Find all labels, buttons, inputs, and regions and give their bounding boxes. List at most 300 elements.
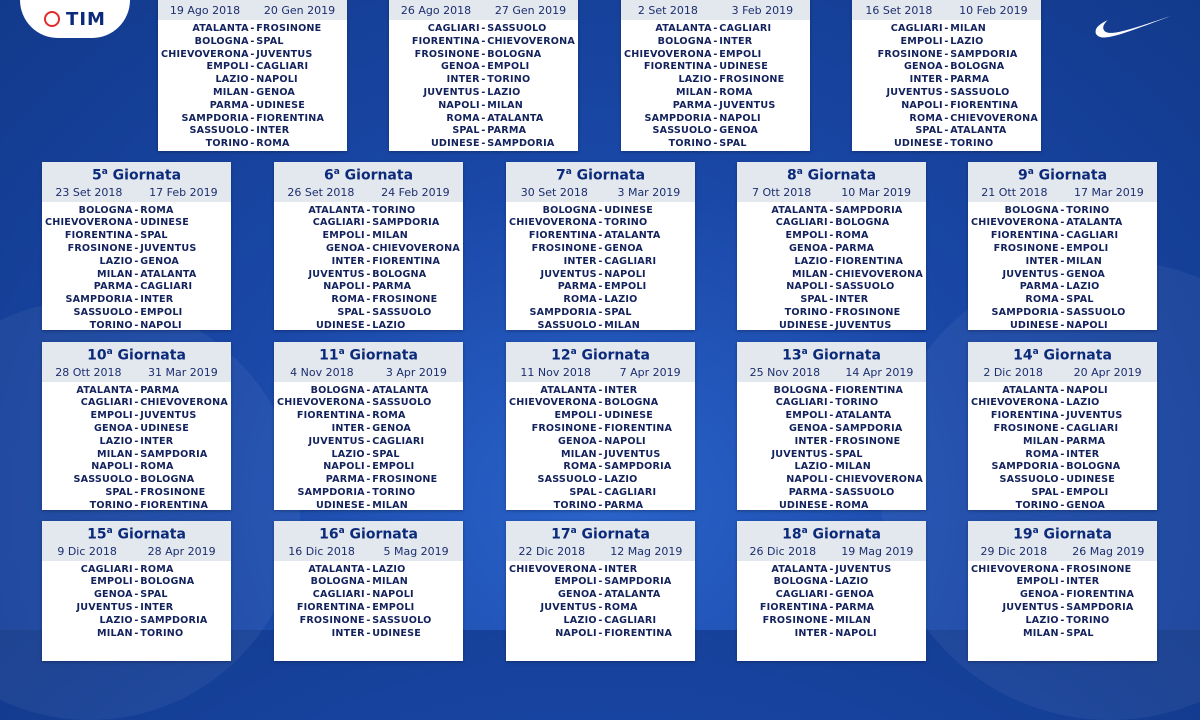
- match-separator: -: [598, 204, 603, 216]
- match-separator: -: [598, 410, 603, 422]
- home-team: ATALANTA: [76, 384, 133, 396]
- round-header: [274, 162, 463, 202]
- home-team: GENOA: [557, 589, 597, 601]
- andata-date: 23 Set 2018: [55, 185, 123, 199]
- match-separator: -: [713, 61, 718, 73]
- away-team: CAGLIARI: [719, 23, 772, 34]
- match-row: [968, 230, 1157, 243]
- away-team: TORINO: [1066, 204, 1110, 216]
- match-separator: -: [134, 487, 139, 499]
- match-row: [737, 449, 926, 462]
- match-separator: -: [598, 589, 603, 601]
- round-label: Giornata: [807, 347, 881, 364]
- round-dates: [737, 365, 926, 382]
- round-title: [968, 162, 1157, 185]
- match-separator: -: [134, 614, 139, 626]
- away-team: CAGLIARI: [1066, 423, 1119, 435]
- ritorno-date: 20 Apr 2019: [1073, 365, 1142, 379]
- away-team: CAGLIARI: [604, 255, 657, 267]
- home-team: ATALANTA: [192, 23, 249, 34]
- match-row: [158, 138, 347, 151]
- nike-swoosh-icon: [1094, 12, 1172, 42]
- home-team: TORINO: [553, 499, 597, 511]
- match-separator: -: [250, 35, 255, 47]
- round-header: [737, 162, 926, 202]
- away-team: BOLOGNA: [140, 576, 195, 588]
- home-team: CHIEVOVERONA: [970, 217, 1059, 229]
- home-team: GENOA: [557, 435, 597, 447]
- round-number: 19: [1013, 526, 1033, 543]
- home-team: BOLOGNA: [310, 576, 365, 588]
- match-row: [506, 602, 695, 615]
- match-separator: -: [366, 384, 371, 396]
- home-team: SASSUOLO: [537, 474, 597, 486]
- home-team: NAPOLI: [438, 99, 480, 111]
- match-row: [852, 36, 1041, 49]
- round-card: [42, 162, 231, 330]
- home-team: MILAN: [676, 86, 712, 98]
- match-separator: -: [1060, 397, 1065, 409]
- home-team: JUVENTUS: [1002, 602, 1059, 614]
- match-separator: -: [250, 74, 255, 86]
- match-row: [42, 576, 231, 589]
- match-row: [737, 615, 926, 628]
- match-separator: -: [1060, 499, 1065, 511]
- away-team: NAPOLI: [1066, 384, 1108, 396]
- match-row: [274, 436, 463, 449]
- match-row: [737, 564, 926, 577]
- away-team: CAGLIARI: [140, 281, 193, 293]
- home-team: LAZIO: [99, 614, 133, 626]
- round-card: [852, 0, 1041, 151]
- match-separator: -: [829, 243, 834, 255]
- away-team: SASSUOLO: [1066, 307, 1126, 319]
- home-team: UDINESE: [1009, 319, 1059, 331]
- away-team: FIORENTINA: [604, 423, 673, 435]
- home-team: LAZIO: [99, 255, 133, 267]
- home-team: FIORENTINA: [296, 410, 365, 422]
- match-row: [737, 320, 926, 333]
- away-team: BOLOGNA: [372, 268, 427, 280]
- match-separator: -: [829, 499, 834, 511]
- home-team: LAZIO: [563, 614, 597, 626]
- away-team: CHIEVOVERONA: [372, 243, 460, 255]
- match-separator: -: [829, 423, 834, 435]
- home-team: LAZIO: [1025, 614, 1059, 626]
- match-separator: -: [481, 138, 486, 150]
- match-list: [506, 202, 695, 333]
- away-team: EMPOLI: [372, 461, 415, 473]
- away-team: UDINESE: [140, 217, 190, 229]
- match-row: [42, 269, 231, 282]
- andata-date: 11 Nov 2018: [520, 365, 591, 379]
- match-separator: -: [598, 423, 603, 435]
- match-separator: -: [366, 576, 371, 588]
- home-team: NAPOLI: [323, 281, 365, 293]
- match-row: [621, 49, 810, 62]
- home-team: INTER: [331, 255, 365, 267]
- match-separator: -: [713, 138, 718, 150]
- home-team: BOLOGNA: [773, 576, 828, 588]
- tim-mark-icon: [44, 11, 60, 27]
- match-list: [42, 561, 231, 641]
- home-team: FROSINONE: [993, 243, 1059, 255]
- match-separator: -: [481, 23, 486, 34]
- match-row: [274, 294, 463, 307]
- away-team: ROMA: [140, 461, 174, 473]
- match-row: [737, 281, 926, 294]
- match-row: [274, 281, 463, 294]
- away-team: NAPOLI: [140, 319, 182, 331]
- match-row: [274, 487, 463, 500]
- home-team: MILAN: [1023, 627, 1059, 639]
- away-team: INTER: [140, 602, 174, 614]
- match-separator: -: [713, 125, 718, 137]
- match-separator: -: [598, 384, 603, 396]
- round-title: [737, 521, 926, 544]
- home-team: MILAN: [792, 268, 828, 280]
- match-row: [42, 500, 231, 513]
- match-row: [737, 397, 926, 410]
- home-team: JUVENTUS: [308, 268, 365, 280]
- match-separator: -: [1060, 204, 1065, 216]
- home-team: NAPOLI: [91, 461, 133, 473]
- round-number: 9: [1017, 167, 1028, 184]
- round-header: [737, 521, 926, 561]
- match-row: [158, 125, 347, 138]
- match-row: [852, 49, 1041, 62]
- home-team: ATALANTA: [771, 563, 828, 575]
- away-team: MILAN: [372, 499, 408, 511]
- round-header: [274, 342, 463, 382]
- away-team: UDINESE: [1066, 474, 1116, 486]
- match-separator: -: [366, 243, 371, 255]
- match-list: [158, 20, 347, 151]
- match-separator: -: [1060, 281, 1065, 293]
- match-row: [737, 602, 926, 615]
- match-row: [621, 138, 810, 151]
- round-label: Giornata: [1038, 347, 1112, 364]
- away-team: ROMA: [604, 602, 638, 614]
- round-number: 12: [551, 347, 571, 364]
- home-team: CAGLIARI: [775, 397, 828, 409]
- away-team: ATALANTA: [372, 384, 429, 396]
- round-dates: [42, 544, 231, 561]
- home-team: MILAN: [97, 627, 133, 639]
- match-separator: -: [481, 125, 486, 137]
- ritorno-date: 3 Apr 2019: [385, 365, 447, 379]
- away-team: TORINO: [140, 627, 184, 639]
- away-team: PARMA: [487, 125, 527, 137]
- away-team: FIORENTINA: [140, 499, 209, 511]
- match-row: [158, 113, 347, 126]
- home-team: FIORENTINA: [296, 602, 365, 614]
- round-card: [737, 521, 926, 661]
- home-team: SASSUOLO: [73, 307, 133, 319]
- away-team: PARMA: [1066, 435, 1106, 447]
- round-card: [506, 162, 695, 330]
- round-label: Giornata: [802, 167, 877, 184]
- home-team: GENOA: [903, 61, 943, 73]
- match-separator: -: [598, 448, 603, 460]
- match-row: [968, 243, 1157, 256]
- match-separator: -: [829, 281, 834, 293]
- match-row: [506, 589, 695, 602]
- away-team: INTER: [604, 563, 638, 575]
- home-team: LAZIO: [678, 74, 712, 86]
- match-separator: -: [1060, 307, 1065, 319]
- away-team: SAMPDORIA: [604, 576, 672, 588]
- match-row: [42, 217, 231, 230]
- round-title: [274, 521, 463, 544]
- match-row: [274, 602, 463, 615]
- match-row: [852, 74, 1041, 87]
- match-list: [506, 382, 695, 513]
- match-row: [42, 564, 231, 577]
- home-team: CHIEVOVERONA: [508, 217, 597, 229]
- home-team: CHIEVOVERONA: [508, 563, 597, 575]
- away-team: JUVENTUS: [140, 243, 197, 255]
- round-card: [274, 162, 463, 330]
- away-team: LAZIO: [604, 474, 638, 486]
- away-team: UDINESE: [140, 423, 190, 435]
- match-row: [852, 87, 1041, 100]
- match-separator: -: [598, 576, 603, 588]
- match-separator: -: [366, 397, 371, 409]
- away-team: SASSUOLO: [835, 281, 895, 293]
- match-separator: -: [829, 474, 834, 486]
- away-team: PARMA: [604, 499, 644, 511]
- match-row: [737, 385, 926, 398]
- match-list: [737, 202, 926, 333]
- match-separator: -: [481, 35, 486, 47]
- match-separator: -: [829, 576, 834, 588]
- match-row: [42, 256, 231, 269]
- match-separator: -: [250, 99, 255, 111]
- match-row: [274, 423, 463, 436]
- match-separator: -: [1060, 410, 1065, 422]
- match-separator: -: [829, 602, 834, 614]
- round-number: 15: [87, 526, 107, 543]
- match-row: [621, 125, 810, 138]
- home-team: LAZIO: [331, 448, 365, 460]
- away-team: SPAL: [256, 35, 284, 47]
- match-separator: -: [598, 461, 603, 473]
- match-row: [389, 100, 578, 113]
- home-team: EMPOLI: [1016, 576, 1059, 588]
- home-team: NAPOLI: [555, 627, 597, 639]
- home-team: ATALANTA: [1002, 384, 1059, 396]
- away-team: LAZIO: [372, 563, 406, 575]
- match-row: [42, 461, 231, 474]
- match-separator: -: [250, 23, 255, 34]
- match-row: [737, 217, 926, 230]
- match-row: [274, 449, 463, 462]
- away-team: SPAL: [140, 589, 168, 601]
- away-team: INTER: [140, 294, 174, 306]
- match-separator: -: [829, 410, 834, 422]
- home-team: EMPOLI: [785, 410, 828, 422]
- home-team: JUVENTUS: [76, 602, 133, 614]
- match-row: [42, 589, 231, 602]
- round-title: [968, 342, 1157, 365]
- match-separator: -: [598, 268, 603, 280]
- match-list: [274, 382, 463, 513]
- away-team: GENOA: [835, 589, 875, 601]
- home-team: SAMPDORIA: [65, 294, 133, 306]
- match-separator: -: [134, 589, 139, 601]
- away-team: UDINESE: [604, 204, 654, 216]
- match-row: [274, 205, 463, 218]
- match-separator: -: [366, 268, 371, 280]
- match-row: [968, 205, 1157, 218]
- match-separator: -: [1060, 268, 1065, 280]
- match-row: [737, 410, 926, 423]
- away-team: TORINO: [487, 74, 531, 86]
- home-team: SAMPDORIA: [991, 307, 1059, 319]
- away-team: ROMA: [372, 410, 406, 422]
- match-row: [274, 474, 463, 487]
- round-ordinal: a: [565, 167, 572, 177]
- match-row: [852, 113, 1041, 126]
- home-team: BOLOGNA: [194, 35, 249, 47]
- match-separator: -: [1060, 474, 1065, 486]
- away-team: JUVENTUS: [835, 319, 892, 331]
- round-header: [737, 342, 926, 382]
- home-team: INTER: [794, 435, 828, 447]
- home-team: CHIEVOVERONA: [970, 563, 1059, 575]
- home-team: CHIEVOVERONA: [44, 217, 133, 229]
- match-separator: -: [366, 474, 371, 486]
- match-separator: -: [829, 448, 834, 460]
- match-list: [42, 382, 231, 513]
- away-team: FIORENTINA: [950, 99, 1019, 111]
- match-separator: -: [366, 307, 371, 319]
- away-team: SPAL: [835, 448, 863, 460]
- away-team: SAMPDORIA: [835, 204, 903, 216]
- away-team: SAMPDORIA: [372, 217, 440, 229]
- match-separator: -: [134, 627, 139, 639]
- match-separator: -: [366, 294, 371, 306]
- round-title: [42, 342, 231, 365]
- match-row: [968, 487, 1157, 500]
- match-separator: -: [1060, 294, 1065, 306]
- home-team: GENOA: [1019, 589, 1059, 601]
- round-dates: [274, 544, 463, 561]
- match-separator: -: [366, 614, 371, 626]
- andata-date: 19 Ago 2018: [169, 4, 241, 17]
- match-row: [506, 615, 695, 628]
- away-team: UDINESE: [372, 627, 422, 639]
- match-separator: -: [366, 204, 371, 216]
- home-team: FIORENTINA: [64, 230, 133, 242]
- home-team: GENOA: [325, 243, 365, 255]
- match-separator: -: [944, 35, 949, 47]
- away-team: EMPOLI: [604, 281, 647, 293]
- away-team: TORINO: [372, 487, 416, 499]
- home-team: CHIEVOVERONA: [276, 397, 365, 409]
- home-team: SASSUOLO: [73, 474, 133, 486]
- away-team: PARMA: [950, 74, 990, 86]
- match-row: [968, 449, 1157, 462]
- home-team: ROMA: [563, 294, 597, 306]
- home-team: GENOA: [788, 423, 828, 435]
- round-dates: [506, 185, 695, 202]
- away-team: ATALANTA: [1066, 217, 1123, 229]
- match-separator: -: [134, 602, 139, 614]
- round-header: [852, 0, 1041, 20]
- match-row: [737, 589, 926, 602]
- match-separator: -: [598, 627, 603, 639]
- round-number: 7: [555, 167, 566, 184]
- match-row: [42, 205, 231, 218]
- away-team: TORINO: [372, 204, 416, 216]
- away-team: SASSUOLO: [372, 307, 432, 319]
- match-row: [42, 243, 231, 256]
- tim-logo: [20, 0, 130, 38]
- round-dates: [158, 0, 347, 20]
- away-team: CHIEVOVERONA: [835, 474, 923, 486]
- home-team: TORINO: [784, 307, 828, 319]
- match-separator: -: [829, 255, 834, 267]
- round-title: [737, 162, 926, 185]
- home-team: FROSINONE: [531, 423, 597, 435]
- match-separator: -: [598, 230, 603, 242]
- home-team: MILAN: [97, 268, 133, 280]
- home-team: MILAN: [561, 448, 597, 460]
- andata-date: 4 Nov 2018: [290, 365, 354, 379]
- match-separator: -: [481, 74, 486, 86]
- match-row: [506, 269, 695, 282]
- round-header: [42, 162, 231, 202]
- away-team: FROSINONE: [256, 23, 322, 34]
- andata-date: 25 Nov 2018: [749, 365, 821, 379]
- round-number: 18: [782, 526, 802, 543]
- away-team: ATALANTA: [604, 230, 661, 242]
- home-team: FIORENTINA: [411, 35, 480, 47]
- match-separator: -: [713, 112, 718, 124]
- away-team: ATALANTA: [950, 125, 1007, 137]
- match-separator: -: [134, 410, 139, 422]
- away-team: GENOA: [604, 243, 644, 255]
- away-team: NAPOLI: [604, 268, 646, 280]
- match-separator: -: [134, 294, 139, 306]
- match-separator: -: [1060, 217, 1065, 229]
- match-row: [506, 256, 695, 269]
- home-team: SAMPDORIA: [529, 307, 597, 319]
- match-separator: -: [829, 487, 834, 499]
- match-separator: -: [366, 627, 371, 639]
- away-team: PARMA: [140, 384, 180, 396]
- round-number: 17: [551, 526, 571, 543]
- away-team: SASSUOLO: [487, 23, 547, 34]
- away-team: FROSINONE: [372, 474, 438, 486]
- home-team: FROSINONE: [531, 243, 597, 255]
- match-separator: -: [713, 74, 718, 86]
- match-row: [274, 320, 463, 333]
- match-row: [274, 615, 463, 628]
- match-row: [506, 487, 695, 500]
- home-team: CHIEVOVERONA: [508, 397, 597, 409]
- match-separator: -: [134, 384, 139, 396]
- match-row: [621, 74, 810, 87]
- round-dates: [389, 0, 578, 20]
- away-team: MILAN: [1066, 255, 1102, 267]
- match-row: [274, 397, 463, 410]
- round-ordinal: a: [106, 347, 113, 357]
- match-row: [968, 589, 1157, 602]
- away-team: EMPOLI: [1066, 487, 1109, 499]
